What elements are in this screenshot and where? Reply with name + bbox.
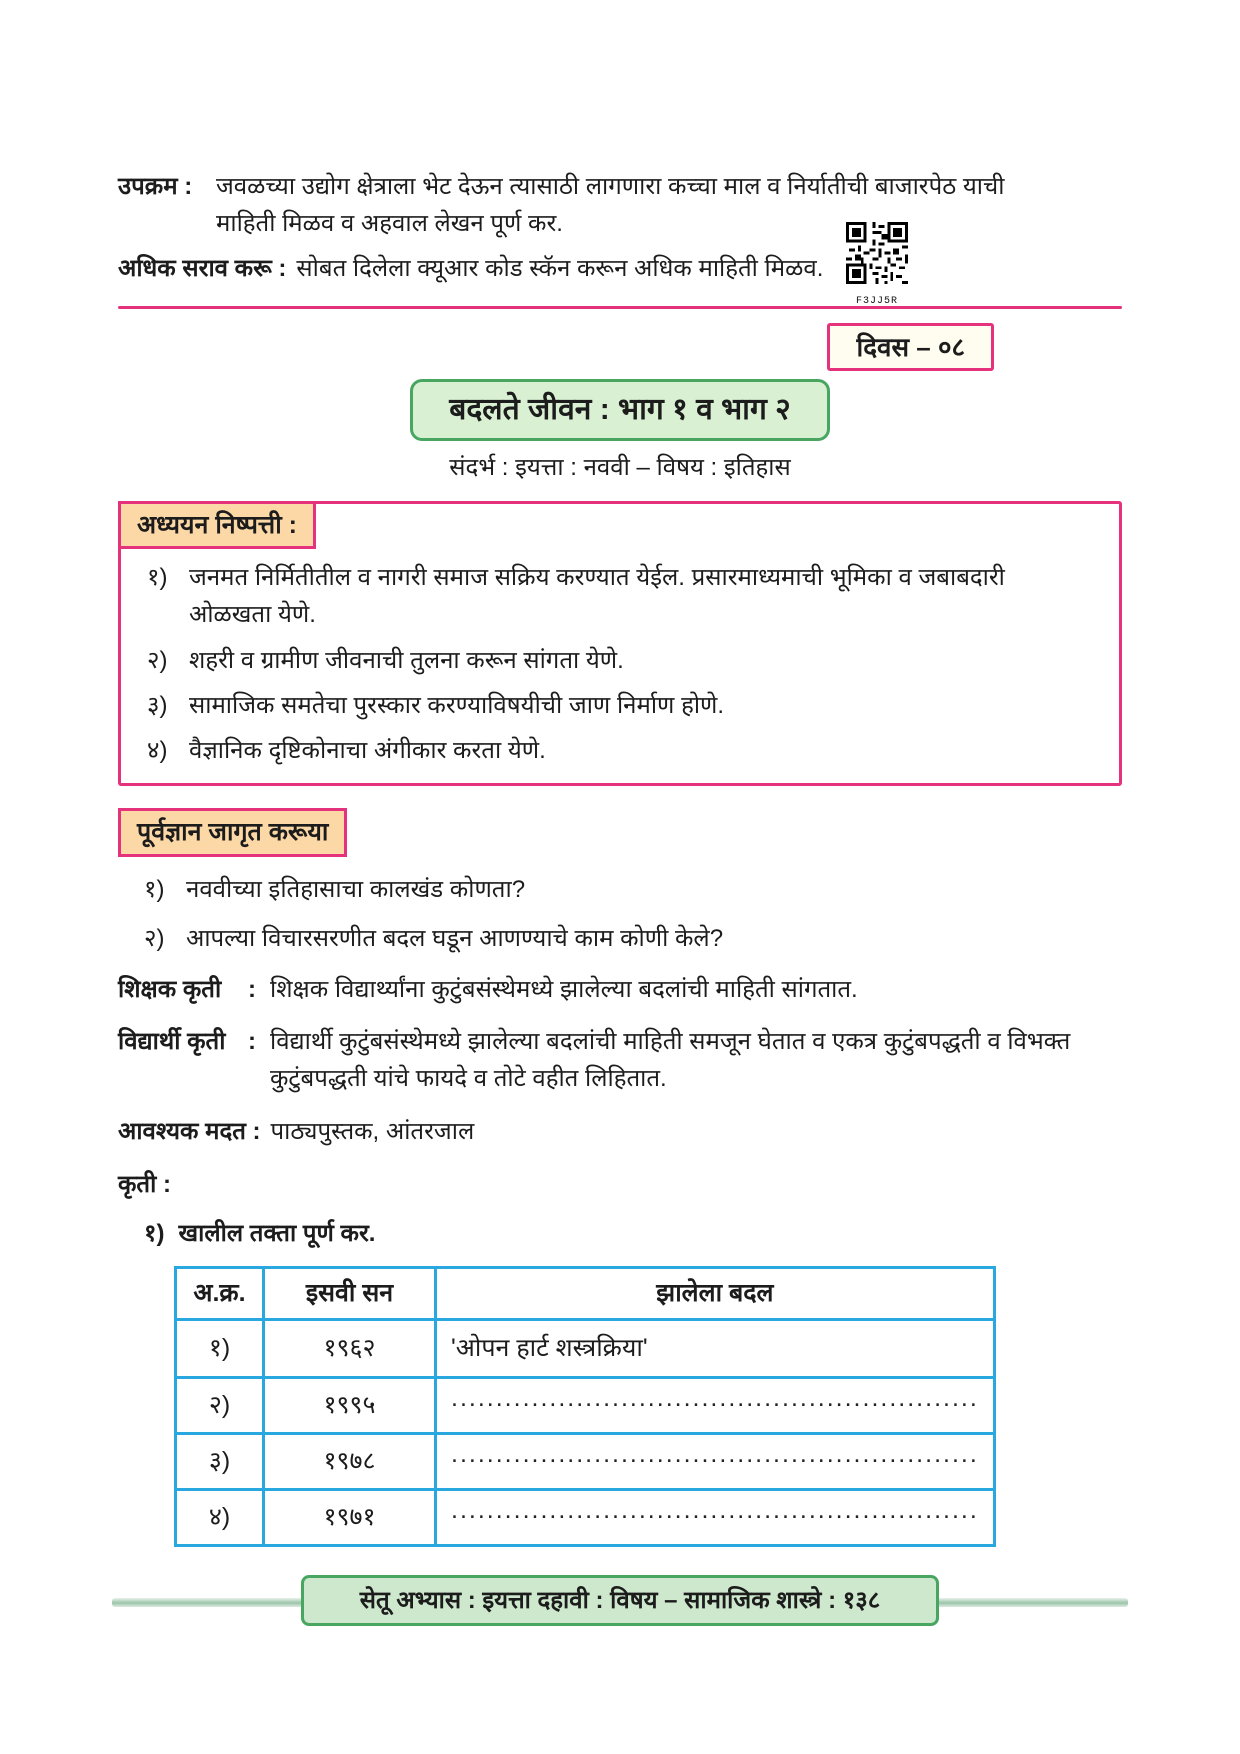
table-cell-serial: १): [176, 1320, 264, 1378]
teacher-activity-text: शिक्षक विद्यार्थ्यांना कुटुंबसंस्थेमध्ये झालेल्या बदलांची माहिती सांगतात.: [270, 976, 858, 1004]
item-text: शहरी व ग्रामीण जीवनाची तुलना करून सांगता येणे.: [189, 646, 624, 674]
adhik-row: [118, 250, 1122, 287]
outcomes-list: [121, 559, 1119, 769]
colon-separator: :: [248, 976, 256, 1004]
table-cell-serial: ३): [176, 1433, 264, 1489]
subtitle: संदर्भ : इयत्ता : नववी – विषय : इतिहास: [449, 454, 791, 482]
item-number: ४): [147, 737, 168, 765]
learning-outcomes-section: [118, 501, 1122, 787]
list-item: [147, 642, 1093, 679]
student-activity-text: विद्यार्थी कुटुंबसंस्थेमध्ये झालेल्या बदलांची माहिती समजून घेतात व एकत्र कुटुंबपद्धती व विभक्त कुटुंबपद्धती यांचे फायदे व तोटे वहीत लिहितात.: [270, 1027, 1071, 1092]
table-cell-change: 'ओपन हार्ट शस्त्रक्रिया': [436, 1320, 995, 1378]
required-help-text: पाठ्यपुस्तक, आंतरजाल: [270, 1117, 475, 1145]
list-item: [144, 871, 1122, 908]
list-item: [147, 732, 1093, 769]
task-number: १): [144, 1220, 165, 1248]
item-text: आपल्या विचारसरणीत बदल घडून आणण्याचे काम कोणी केले?: [186, 925, 724, 953]
table-cell-serial: २): [176, 1377, 264, 1433]
table-cell-year: १९७१: [264, 1489, 436, 1545]
table-header-serial: अ.क्र.: [176, 1268, 264, 1320]
table-cell-year: १९९५: [264, 1377, 436, 1433]
section-divider: [118, 306, 1122, 309]
adhik-label: अधिक सराव करू :: [118, 255, 287, 283]
colon-separator: :: [248, 1027, 256, 1055]
item-number: १): [147, 564, 168, 592]
item-number: ३): [147, 691, 168, 719]
teacher-activity-row: [118, 971, 1122, 1008]
student-activity-label: विद्यार्थी कृती: [118, 1027, 226, 1055]
required-help-row: [118, 1113, 1122, 1150]
table-row: [176, 1377, 995, 1433]
table-row: [176, 1433, 995, 1489]
qr-code: [845, 222, 909, 307]
table-cell-change-blank: ...........................................................: [436, 1377, 995, 1433]
table-cell-change-blank: ...........................................................: [436, 1433, 995, 1489]
table-cell-change-blank: ...........................................................: [436, 1489, 995, 1545]
qr-code-icon: [846, 222, 908, 284]
teacher-activity-label: शिक्षक कृती: [118, 976, 222, 1004]
item-text: वैज्ञानिक दृष्टिकोनाचा अंगीकार करता येणे.: [189, 737, 546, 765]
table-header-row: [176, 1268, 995, 1320]
list-item: [144, 920, 1122, 957]
table-cell-year: १९६२: [264, 1320, 436, 1378]
footer-text: सेतू अभ्यास : इयत्ता दहावी : विषय – सामाजिक शास्त्रे : १३८: [301, 1575, 939, 1626]
task-row: [118, 1215, 1122, 1252]
required-help-label: आवश्यक मदत :: [118, 1117, 261, 1145]
upkram-label: उपक्रम :: [118, 173, 193, 200]
upkram-row: [118, 168, 1122, 242]
top-section: [118, 168, 1122, 308]
upkram-text: जवळच्या उद्योग क्षेत्राला भेट देऊन त्यासाठी लागणारा कच्चा माल व निर्यातीची बाजारपेठ याची माहिती मिळव व अहवाल लेखन पूर्ण कर.: [216, 173, 1005, 238]
table-header-year: इसवी सन: [264, 1268, 436, 1320]
day-row: [118, 323, 994, 371]
table-row: [176, 1320, 995, 1378]
prior-knowledge-list: [118, 871, 1122, 957]
student-activity-row: [118, 1023, 1122, 1097]
adhik-text: सोबत दिलेला क्यूआर कोड स्कॅन करून अधिक माहिती मिळव.: [296, 255, 824, 283]
table-cell-serial: ४): [176, 1489, 264, 1545]
activity-section-label: कृती :: [118, 1171, 171, 1199]
page-footer: [118, 1575, 1122, 1631]
item-text: नववीच्या इतिहासाचा कालखंड कोणता?: [186, 875, 526, 903]
title-row: [118, 379, 1122, 442]
task-text: खालील तक्ता पूर्ण कर.: [178, 1220, 376, 1248]
item-text: सामाजिक समतेचा पुरस्कार करण्याविषयीची जाण निर्माण होणे.: [189, 691, 725, 719]
item-number: २): [144, 925, 165, 953]
table-row: [176, 1489, 995, 1545]
item-number: १): [144, 875, 165, 903]
item-text: जनमत निर्मितीतील व नागरी समाज सक्रिय करण्यात येईल. प्रसारमाध्यमाची भूमिका व जबाबदारी ओळखता येणे.: [189, 564, 1005, 629]
prior-knowledge-header: पूर्वज्ञान जागृत करूया: [118, 808, 347, 857]
qr-caption: F3JJ5R: [855, 296, 898, 308]
table-cell-year: १९७८: [264, 1433, 436, 1489]
list-item: [147, 687, 1093, 724]
list-item: [147, 559, 1093, 633]
item-number: २): [147, 646, 168, 674]
page-title: बदलते जीवन : भाग १ व भाग २: [410, 379, 830, 442]
outcomes-header: अध्ययन निष्पत्ती :: [118, 501, 316, 550]
day-badge: दिवस – ०८: [827, 323, 994, 371]
table-header-change: झालेला बदल: [436, 1268, 995, 1320]
changes-table: [174, 1266, 996, 1547]
